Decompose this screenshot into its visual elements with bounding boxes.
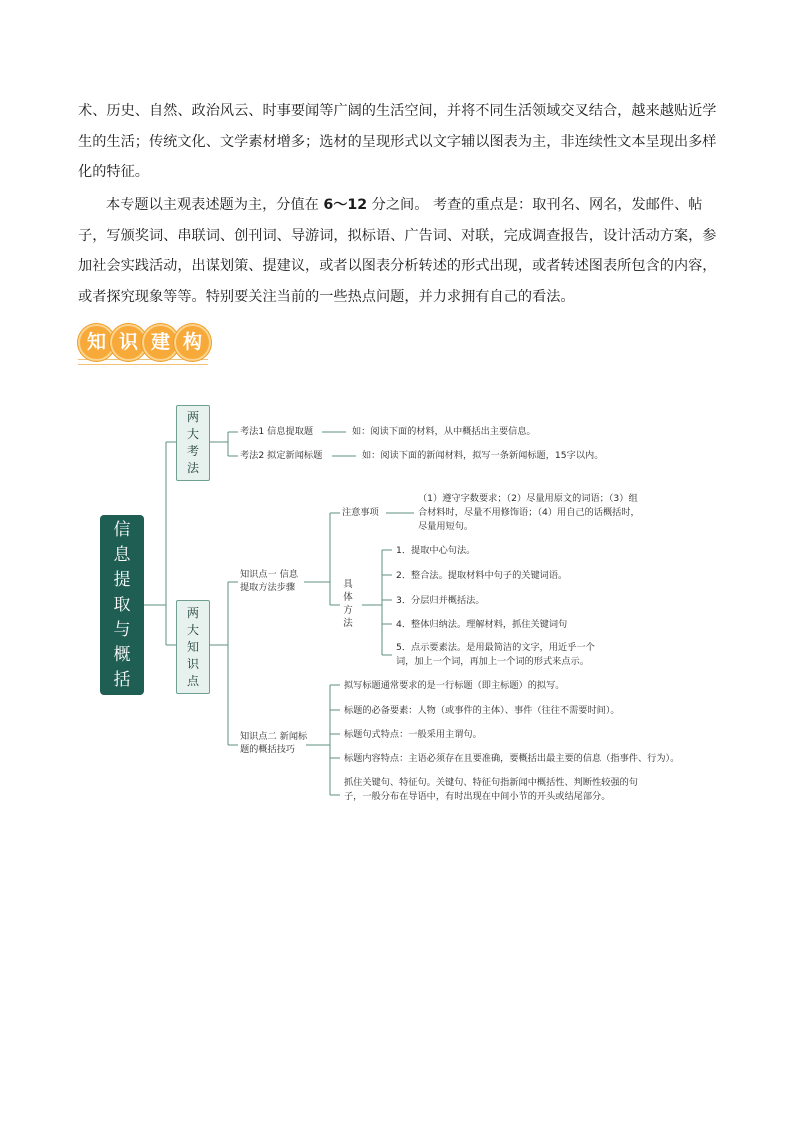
knowledge-point-2-label: 知识点二 新闻标题的概括技巧 xyxy=(240,731,308,755)
badge-char: 构 xyxy=(174,324,211,361)
badge-char: 建 xyxy=(142,324,179,361)
method-1-label: 考法1 信息提取题 xyxy=(240,426,314,437)
notes-text: （1）遵守字数要求；（2）尽量用原文的词语；（3）组合材料时，尽量不用修饰语；（4）用自己的话概括时，尽量用短句。 xyxy=(418,493,640,532)
method-step-4: 4．整体归纳法。理解材料，抓住关键词句 xyxy=(396,619,568,630)
kp2-item-1: 拟写标题通常要求的是一行标题（即主标题）的拟写。 xyxy=(344,680,565,691)
category-label: 两大知识点 xyxy=(186,605,199,688)
kp2-item-5: 抓住关键句、特征句。关键句、特征句指新闻中概括性、判断性较强的句子，一般分布在导语中，有时出现在中间小节的开头或结尾部分。 xyxy=(344,777,638,802)
intro-p2-text-a: 本专题以主观表述题为主，分值在 xyxy=(106,197,324,213)
notes-label: 注意事项 xyxy=(342,507,379,518)
category-label: 两大考法 xyxy=(186,410,199,475)
method-step-3: 3．分层归并概括法。 xyxy=(396,595,485,606)
badge-char: 识 xyxy=(110,324,147,361)
intro-p2-text-b: 分之间。 考查的重点是：取刊名、网名，发邮件、帖子，写颁奖词、串联词、创刊词、导游词，拟标语、广告词、对联，完成调查报告，设计活动方案，参加社会实践活动，出谋划策、提建议，或者以图表分析转述的形式出现，或者转述图表所包含的内容，或者探究现象等等。特别要关注当前的一些热点问题，并力求拥有自己的看法。 xyxy=(78,197,717,305)
kp2-item-4: 标题内容特点：主语必须存在且要准确，要概括出最主要的信息（指事件、行为）。 xyxy=(344,753,680,764)
mindmap-root xyxy=(100,515,144,695)
kp2-item-2: 标题的必备要素：人物（或事件的主体）、事件（往往不需要时间）。 xyxy=(344,705,620,716)
root-label: 信息提取与概括 xyxy=(113,519,131,690)
score-range: 6～12 xyxy=(323,197,368,213)
method-2-label: 考法2 拟定新闻标题 xyxy=(240,450,323,461)
method-step-2: 2．整合法。提取材料中句子的关键词语。 xyxy=(396,570,568,581)
badge-char: 知 xyxy=(78,324,115,361)
kp2-item-3: 标题句式特点：一般采用主谓句。 xyxy=(344,729,482,740)
method-1-description: 如：阅读下面的材料，从中概括出主要信息。 xyxy=(352,426,536,437)
intro-paragraph-1: 术、历史、自然、政治风云、时事要闻等广阔的生活空间，并将不同生活领域交叉结合，越来越贴近学生的生活；传统文化、文学素材增多；选材的呈现形式以文字辅以图表为主，非连续性文本呈现出多样化的特征。 xyxy=(78,103,717,180)
category-two-methods xyxy=(176,405,210,481)
knowledge-point-1-label: 知识点一 信息提取方法步骤 xyxy=(240,569,299,593)
category-two-knowledge-points xyxy=(176,600,210,694)
method-2-description: 如：阅读下面的新闻材料，拟写一条新闻标题，15字以内。 xyxy=(362,450,604,461)
concrete-methods-label: 具体方法 xyxy=(343,579,353,629)
method-step-1: 1．提取中心句法。 xyxy=(396,545,476,556)
method-step-5: 5．点示要素法。是用最简洁的文字，用近乎一个词，加上一个词，再加上一个词的形式来点示。 xyxy=(396,642,595,667)
